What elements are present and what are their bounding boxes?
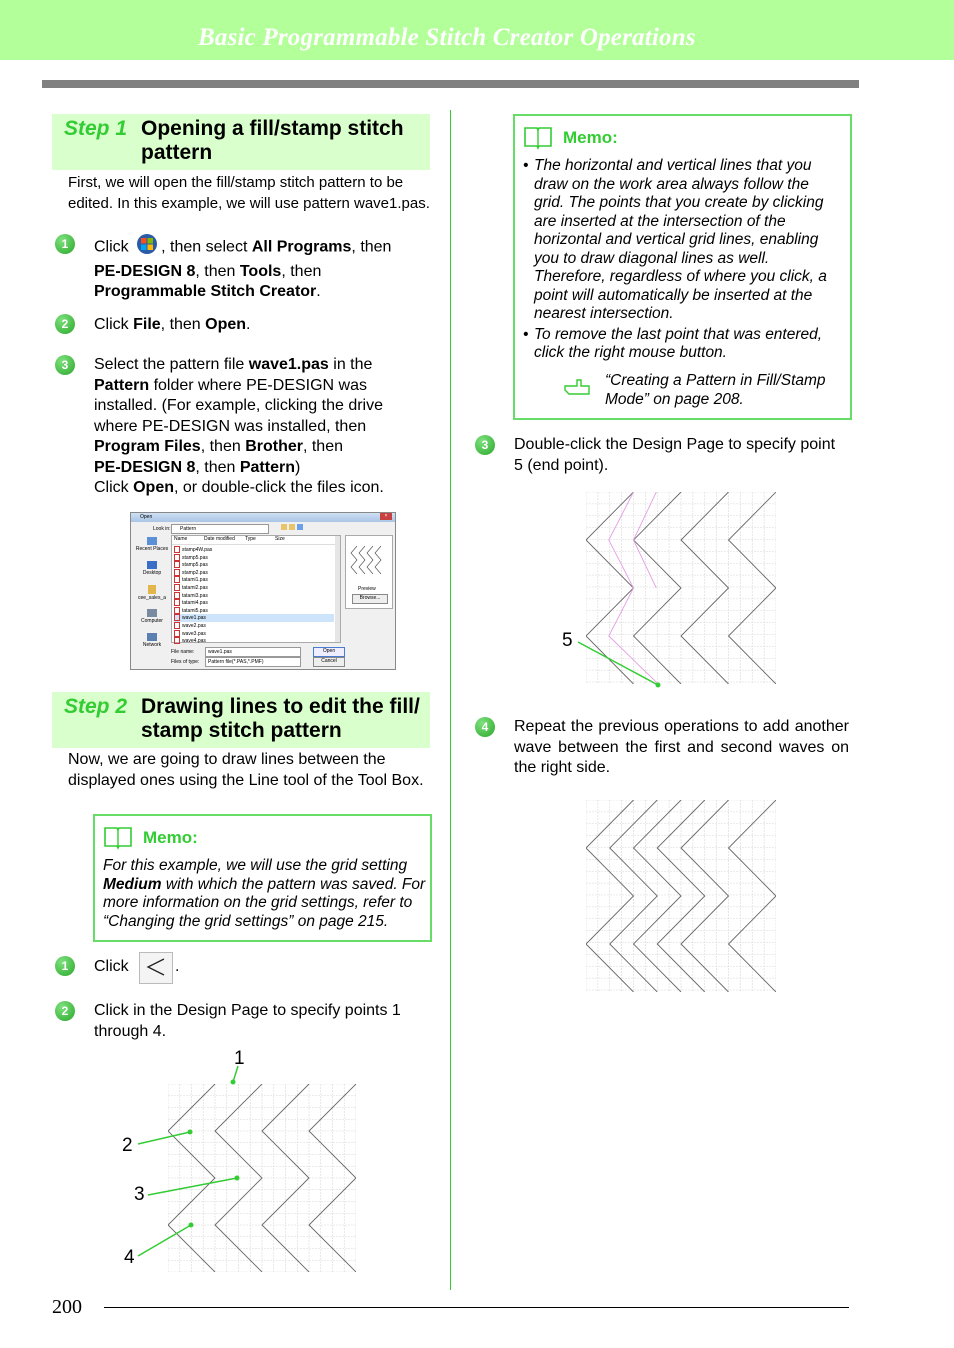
look-in-label: Look in: <box>153 526 171 532</box>
look-in-value: Pattern <box>180 526 197 532</box>
point-label-5: 5 <box>562 630 573 651</box>
file-row[interactable]: stamp2.pas <box>174 569 334 577</box>
place-recent[interactable]: Recent Places <box>135 537 169 559</box>
step1-item2-text: Click File, then Open. <box>94 316 251 333</box>
files-of-type-select[interactable]: Pattern file(*.PAS,*.PMF) <box>205 657 301 667</box>
line-tool-icon <box>140 953 172 983</box>
step2-title: Drawing lines to edit the fill/ stamp stitch pattern <box>141 695 420 742</box>
step2-item1-number: 1 <box>55 956 75 976</box>
preview-thumbnail <box>349 544 389 574</box>
files-of-type-label: Files of type: <box>171 659 200 665</box>
right-item4-text: Repeat the previous operations to add another wave between the first and second waves on the right side. <box>514 718 850 776</box>
pas-file-icon <box>174 637 180 644</box>
file-row[interactable]: stamp4W.pas <box>174 546 334 554</box>
preview-pane <box>345 535 393 609</box>
step2-item1-period: . <box>175 958 180 975</box>
pas-file-icon <box>174 607 180 614</box>
right-item3-text: Double-click the Design Page to specify point 5 (end point). <box>514 436 836 474</box>
file-row[interactable]: tatami3.pas <box>174 592 334 600</box>
step1-item3-number: 3 <box>55 355 75 375</box>
step2-intro-line1: Now, we are going to draw lines between the <box>68 751 386 768</box>
file-name-input[interactable]: wave1.pas <box>205 647 301 657</box>
step2-memo <box>93 814 432 942</box>
open-dialog-screenshot <box>130 512 396 670</box>
pas-file-icon <box>174 576 180 583</box>
browse-button[interactable]: Browse... <box>352 594 388 604</box>
pas-file-icon <box>174 630 180 637</box>
step1-item1-text: Click , then select All Programs, then PE-DESIGN 8, then Tools, then Programmable Stitch Creator. <box>94 233 434 303</box>
memo-body <box>523 157 843 363</box>
place-computer[interactable]: Computer <box>135 609 169 631</box>
pas-file-icon <box>174 592 180 599</box>
step1-label: Step 1 <box>64 117 128 140</box>
place-network[interactable]: Network <box>135 633 169 655</box>
step1-title: Opening a fill/stamp stitch pattern <box>141 117 404 164</box>
step2-intro-line2: displayed ones using the Line tool of the Tool Box. <box>68 772 424 789</box>
header-rule <box>42 80 859 88</box>
book-icon <box>103 824 133 850</box>
file-row[interactable]: tatami1.pas <box>174 576 334 584</box>
step2-item1-text: Click <box>94 958 129 975</box>
step1-item2-number: 2 <box>55 314 75 334</box>
pointing-hand-icon <box>563 374 593 396</box>
pas-file-icon <box>174 584 180 591</box>
point-label-1: 1 <box>234 1048 245 1069</box>
right-item3-number: 3 <box>475 435 495 455</box>
step2-label: Step 2 <box>64 695 128 718</box>
step1-item1-number: 1 <box>55 234 75 254</box>
file-list-scrollbar[interactable] <box>335 536 340 642</box>
file-name-label: File name: <box>171 649 195 655</box>
pas-file-icon <box>174 599 180 606</box>
step1-item3-text: Select the pattern file wave1.pas in the Pattern folder where PE-DESIGN was installed. (For example, clicking the drive where PE-DESIGN was installed, then Program Files, then Brother, then PE-DESIGN 8, then Pattern) Click Open, or double-click the files icon. <box>94 356 384 496</box>
file-rows <box>174 546 334 645</box>
file-row[interactable]: wave2.pas <box>174 622 334 630</box>
pas-file-icon <box>174 546 180 553</box>
cancel-button[interactable]: Cancel <box>313 657 345 667</box>
col-type[interactable]: Type <box>245 536 256 542</box>
book-icon <box>523 124 553 150</box>
footer-rule <box>104 1307 849 1308</box>
file-row[interactable]: wave1.pas <box>174 614 334 622</box>
grid-wave-figure <box>586 800 776 992</box>
look-in-select[interactable] <box>171 524 269 534</box>
page-header <box>0 0 954 60</box>
step1-intro-line1: First, we will open the fill/stamp stitch pattern to be <box>68 174 404 191</box>
places-bar <box>135 535 169 648</box>
preview-checkbox-label[interactable]: Preview <box>358 586 376 592</box>
pas-file-icon <box>174 569 180 576</box>
wave-line <box>634 492 657 588</box>
open-button[interactable]: Open <box>313 647 345 657</box>
col-date[interactable]: Date modified <box>204 536 235 542</box>
windows-start-icon <box>133 233 161 262</box>
file-row[interactable]: stamp5.pas <box>174 561 334 569</box>
memo-bullet-2: • To remove the last point that was entered, click the right mouse button. <box>523 326 843 363</box>
step2-item2-text: Click in the Design Page to specify points 1 through 4. <box>94 1002 401 1040</box>
memo-body: For this example, we will use the grid setting Medium with which the pattern was saved. For more information on the grid settings, refer to “Changing the grid settings” on page 215. <box>103 857 426 930</box>
point-label-4: 4 <box>124 1247 135 1268</box>
dialog-title: Open <box>140 514 153 520</box>
file-row[interactable]: tatami5.pas <box>174 607 334 615</box>
point-label-3: 3 <box>134 1184 145 1205</box>
step2-item2-number: 2 <box>55 1001 75 1021</box>
memo-bullet-1: • The horizontal and vertical lines that you draw on the work area always follow the grid. The points that you create by clicking are inserted at the intersection of the horizontal and vertical grid lines, enabling you to draw diagonal lines as well. Therefore, regardless of where you click, a point will automatically be inserted at the nearest intersection. <box>523 157 843 324</box>
col-name[interactable]: Name <box>174 536 188 542</box>
right-item4-number: 4 <box>475 717 495 737</box>
pas-file-icon <box>174 614 180 621</box>
memo-title: Memo: <box>563 128 618 147</box>
step1-intro-line2: edited. In this example, we will use pattern wave1.pas. <box>68 195 430 212</box>
place-user[interactable]: cee_sales_a <box>135 585 169 607</box>
file-list-header <box>172 536 340 545</box>
column-divider <box>450 110 451 1290</box>
pas-file-icon <box>174 561 180 568</box>
file-list[interactable] <box>171 535 341 643</box>
file-row[interactable]: wave4.pas <box>174 637 334 645</box>
memo-title: Memo: <box>143 828 198 847</box>
design-page-figure-result <box>586 800 776 992</box>
col-size[interactable]: Size <box>275 536 285 542</box>
page-number: 200 <box>52 1296 82 1318</box>
callout-line-5 <box>570 630 680 700</box>
pas-file-icon <box>174 622 180 629</box>
place-desktop[interactable]: Desktop <box>135 561 169 583</box>
line-tool-button[interactable] <box>139 952 173 984</box>
step1-heading <box>52 114 430 170</box>
memo-reference[interactable]: “Creating a Pattern in Fill/Stamp Mode” on page 208. <box>605 372 826 408</box>
point-label-2: 2 <box>122 1135 133 1156</box>
step2-heading <box>52 692 430 748</box>
callout-lines-1-4 <box>120 1060 260 1270</box>
dialog-close-button[interactable]: × <box>380 513 392 520</box>
right-memo <box>513 114 852 420</box>
file-row[interactable]: wave3.pas <box>174 630 334 638</box>
file-row[interactable]: tatami2.pas <box>174 584 334 592</box>
file-row[interactable]: stamp5.pas <box>174 554 334 562</box>
dialog-titlebar <box>131 513 395 522</box>
file-row[interactable]: tatami4.pas <box>174 599 334 607</box>
dialog-toolbar[interactable] <box>281 524 315 532</box>
pas-file-icon <box>174 554 180 561</box>
header-title: Basic Programmable Stitch Creator Operations <box>198 24 696 51</box>
